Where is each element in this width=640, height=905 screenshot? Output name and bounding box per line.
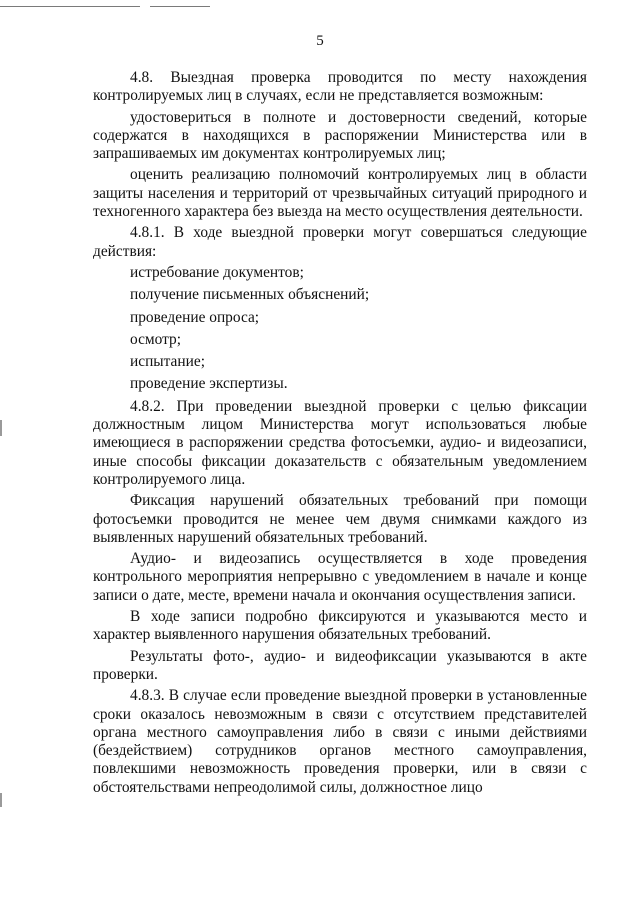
paragraph-assess-authority: оценить реализацию полномочий контролируемых лиц в области защиты населения и территорий от чрезвычайных ситуаций природного и техногенного характера без выезда на место осуществления деятельности. <box>93 166 587 221</box>
scan-margin-mark <box>0 793 2 807</box>
action-item: осмотр; <box>130 330 182 348</box>
action-item: проведение экспертизы. <box>130 375 288 393</box>
scan-margin-mark <box>0 420 2 436</box>
paragraph-results: Результаты фото-, аудио- и видеофиксации указываются в акте проверки. <box>93 647 587 683</box>
paragraph-recording-detail: В ходе записи подробно фиксируются и указываются место и характер выявленного нарушения обязательных требований. <box>93 608 587 644</box>
paragraph-audio-video: Аудио- и видеозапись осуществляется в ходе проведения контрольного мероприятия непрерывно с уведомлением в начале и конце записи о дате, месте, времени начала и окончания осуществления записи. <box>93 550 587 604</box>
paragraph-4-8-2: 4.8.2. При проведении выездной проверки с целью фиксации должностным лицом Министерства могут использоваться любые имеющиеся в распоряжении средства фотосъемки, аудио- и видеозаписи, иные способы фиксации доказательств с обязательным уведомлением контролируемого лица. <box>93 397 587 488</box>
paragraph-4-8: 4.8. Выездная проверка проводится по месту нахождения контролируемых лиц в случаях, если не представляется возможным: <box>93 69 587 105</box>
paragraph-4-8-1: 4.8.1. В ходе выездной проверки могут совершаться следующие действия: <box>93 224 587 260</box>
action-item: получение письменных объяснений; <box>130 286 370 304</box>
document-body <box>93 69 587 800</box>
paragraph-photo-fixation: Фиксация нарушений обязательных требований при помощи фотосъемки проводится не менее чем двумя снимками каждого из выявленных нарушений обязательных требований. <box>93 492 587 546</box>
paragraph-verify-completeness: удостовериться в полноте и достоверности сведений, которые содержатся в находящихся в распоряжении Министерства или в запрашиваемых им документах контролируемых лиц; <box>93 108 587 163</box>
action-item: проведение опроса; <box>130 308 260 326</box>
scan-top-rule <box>0 6 140 7</box>
scan-top-rule-fragment <box>150 6 210 7</box>
paragraph-4-8-3: 4.8.3. В случае если проведение выездной проверки в установленные сроки оказалось невозможным в связи с отсутствием представителей органа местного самоуправления либо в связи с иными действиями (бездействием) сотрудников органов местного самоуправления, повлекшими невозможность проведения проверки, или в связи с обстоятельствами непреодолимой силы, должностное лицо <box>93 687 587 796</box>
action-item: испытание; <box>130 353 205 371</box>
page-number: 5 <box>316 33 324 49</box>
action-item: истребование документов; <box>130 263 304 281</box>
